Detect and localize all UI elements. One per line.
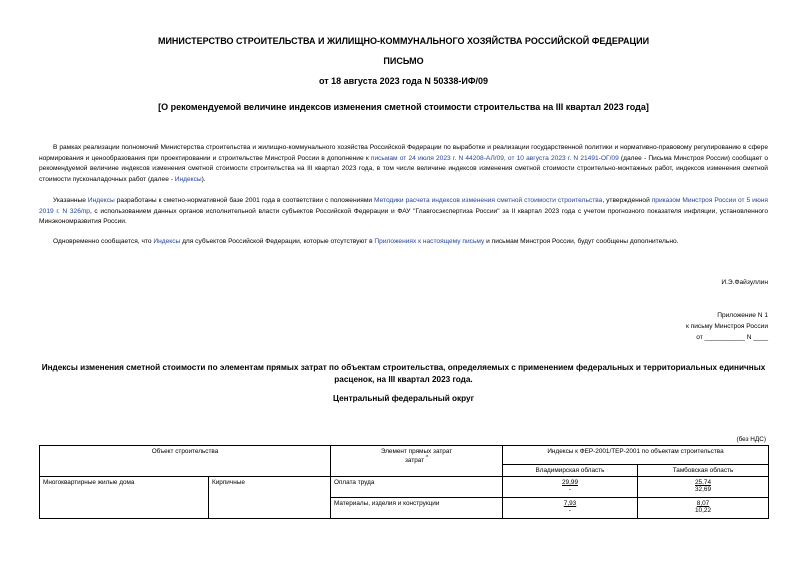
link-methodology[interactable]: Методики расчета индексов изменения сметной стоимости строительства — [374, 197, 603, 204]
header-region-tambov: Тамбовская область — [638, 465, 769, 477]
document-subject: [О рекомендуемой величине индексов изменения сметной стоимости строительства на III квартал 2023 года] — [158, 102, 649, 112]
cell-vladimir — [503, 477, 638, 498]
value-vladimir-basic: 29,99 — [562, 479, 578, 486]
paragraph-1-text-a: В рамках реализации полномочий Министерства строительства и жилищно-коммунального хозяйства Российской Федерации по выработке и реализации государственной политики и нормативно-правовому регулированию в сфере нормирования и ценообразования при проектировании и строительстве Минстрой России в дополнение к — [39, 144, 768, 162]
value-vladimir-basic: 7,93 — [563, 500, 577, 507]
cell-tambov — [638, 498, 769, 519]
link-indices-3[interactable]: Индексы — [153, 238, 181, 245]
appendix-from-line: от ___________ N ____ — [696, 334, 768, 341]
link-indices-2[interactable]: Индексы — [87, 197, 115, 204]
cell-tambov — [638, 477, 769, 498]
cell-vladimir — [503, 498, 638, 519]
link-indices[interactable]: Индексы — [174, 175, 202, 183]
appendix-title: Индексы изменения сметной стоимости по элементам прямых затрат по объектам строительства, определяемых с применением федеральных и территориальных единичных расценок, на III квартал 2023 года. — [41, 363, 766, 384]
ministry-name: МИНИСТЕРСТВО СТРОИТЕЛЬСТВА И ЖИЛИЩНО-КОММУНАЛЬНОГО ХОЗЯЙСТВА РОССИЙСКОЙ ФЕДЕРАЦИИ — [157, 36, 650, 46]
paragraph-2 — [39, 196, 768, 228]
paragraph-3 — [39, 237, 768, 248]
table-row — [40, 477, 769, 498]
link-appendices[interactable]: Приложениях к настоящему письму — [374, 238, 485, 245]
vat-note: (без НДС) — [736, 436, 766, 443]
page-cutoff — [0, 520, 807, 571]
document-type: ПИСЬМО — [383, 56, 424, 66]
paragraph-3-text-a: Одновременно сообщается, что — [53, 238, 154, 245]
cell-material: Кирпичные — [209, 477, 331, 519]
value-vladimir-extra: - — [568, 507, 572, 514]
federal-district: Центральный федеральный округ — [333, 394, 474, 403]
value-tambov-extra: 32,69 — [695, 486, 711, 493]
cell-object: Многоквартирные жилые дома — [40, 477, 209, 519]
document-date-number: от 18 августа 2023 года N 50338-ИФ/09 — [318, 76, 489, 86]
appendix-to-letter: к письму Минстроя России — [685, 323, 768, 330]
cell-element: Оплата труда — [331, 477, 503, 498]
paragraph-1-text-c: ). — [201, 175, 206, 183]
appendix-header — [686, 310, 768, 343]
cell-element: Материалы, изделия и конструкции — [331, 498, 503, 519]
header-object: Объект строительства — [40, 446, 331, 477]
paragraph-3-text-c: и письмам Минстроя России, будут сообщены дополнительно. — [484, 238, 679, 245]
value-vladimir-extra: - — [568, 486, 572, 493]
table-header-row — [40, 446, 769, 465]
paragraph-3-text-b: для субъектов Российской Федерации, которые отсутствуют в — [180, 238, 375, 245]
link-letters[interactable]: письмам от 24 июля 2023 г. N 44208-АЛ/09, от 10 августа 2023 г. N 21491-ОГ/09 — [370, 154, 619, 162]
header-indices: Индексы к ФЕР-2001/ТЕР-2001 по объектам строительства — [503, 446, 769, 465]
signature: И.Э.Файзуллин — [721, 279, 768, 286]
paragraph-2-text-c: , утвержденной — [602, 197, 652, 204]
paragraph-2-text-d: , с использованием данных органов исполнительной власти субъектов Российской Федерации и ФАУ "Главгосэкспертиза России" за II квартал 2023 года с учетом прогнозного показателя инфляции, установленного Минэкономразвития России. — [39, 207, 768, 225]
link-order[interactable]: приказом Минстроя России от 5 июня 2019 г. N 326/пр — [39, 197, 768, 215]
appendix-label: Приложение N 1 — [717, 312, 768, 319]
indices-table — [39, 445, 769, 519]
value-tambov-basic: 8,07 — [696, 500, 710, 507]
footnote-mark: * — [425, 455, 429, 461]
paragraph-2-text-b: разработаны к сметно-нормативной базе 2001 года в соответствии с положениями — [114, 197, 375, 204]
value-tambov-extra: 10,22 — [695, 507, 711, 514]
value-tambov-basic: 25,74 — [695, 479, 711, 486]
header-element: Элемент прямых затрат затрат * — [331, 446, 503, 477]
paragraph-2-text-a: Указанные — [53, 197, 88, 204]
paragraph-1 — [39, 143, 768, 185]
header-region-vladimir: Владимирская область — [503, 465, 638, 477]
paragraph-1-text-b: (далее - Письма Минстроя России) сообщает о рекомендуемой величине индексов изменения сметной стоимости строительства на III квартал 2023 года, в том числе величине индексов изменения сметной стоимости строительно-монтажных работ, индексов изменения сметной стоимости пусконаладочных работ (далее - — [39, 154, 769, 183]
